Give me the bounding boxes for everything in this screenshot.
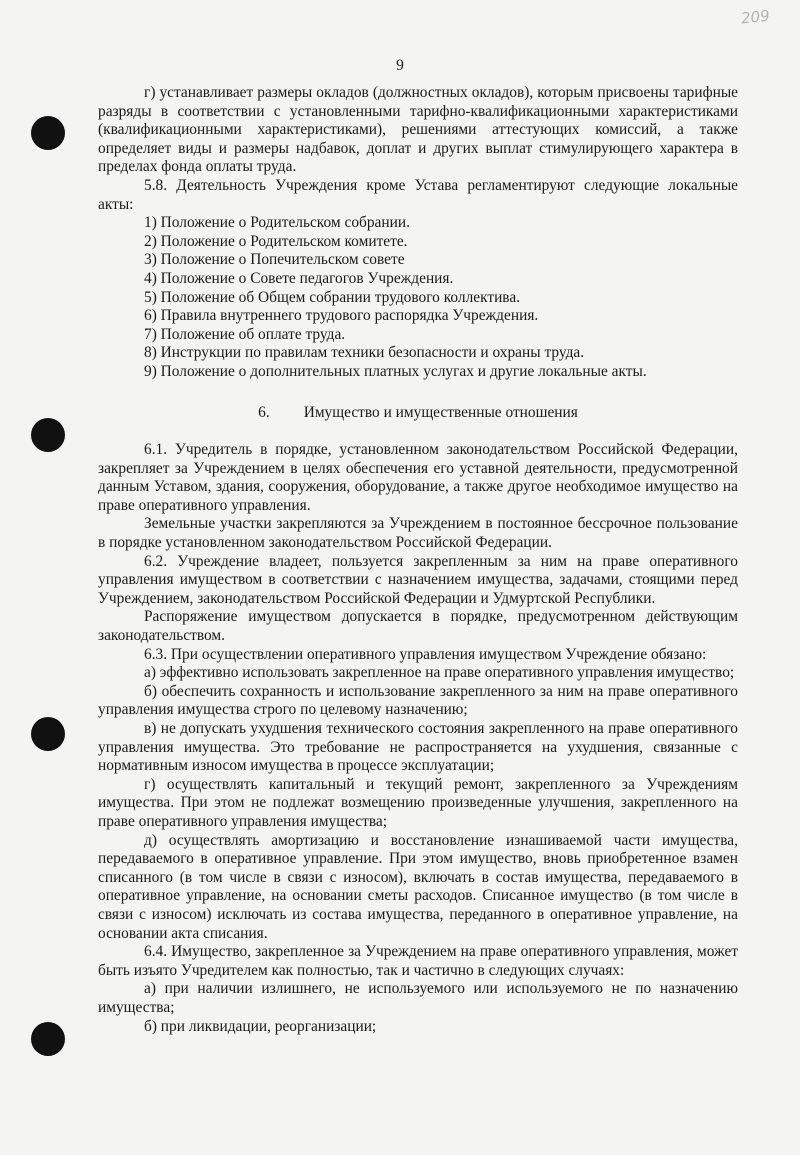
archive-page-stamp: 209 <box>740 6 771 28</box>
paragraph: 5.8. Деятельность Учреждения кроме Устава регламентируют следующие локальные акты: <box>98 176 738 213</box>
paragraph: б) при ликвидации, реорганизации; <box>144 1017 377 1035</box>
paragraph: г) устанавливает размеры окладов (должностных окладов), которым присвоены тарифные разряды в соответствии с установленными тарифно-квалификационными характеристиками (квалификационными характеристиками), решениями аттестующих комиссий, а также определяет виды и размеры надбавок, доплат и других выплат стимулирующего характера в пределах фонда оплаты труда. <box>98 84 738 176</box>
paragraph: 6.4. Имущество, закрепленное за Учреждением на праве оперативного управления, может быть изъято Учредителем как полностью, так и частично в следующих случаях: <box>98 943 738 979</box>
list-item: 6) Правила внутреннего трудового распорядка Учреждения. <box>144 307 539 325</box>
punch-hole-mark <box>31 116 65 150</box>
list-item: 8) Инструкции по правилам техники безопасности и охраны труда. <box>144 344 585 362</box>
section-number: 6. <box>258 403 270 421</box>
list-item: 3) Положение о Попечительском совете <box>144 251 405 269</box>
paragraph: в) не допускать ухудшения технического состояния закрепленного на праве оперативного управления имущества. Это требование не распространяется на ухудшения, связанные с нормативным износом имущества в процессе эксплуатации; <box>98 720 738 775</box>
list-item: 4) Положение о Совете педагогов Учреждения. <box>144 269 454 287</box>
paragraph: Распоряжение имуществом допускается в порядке, предусмотренном действующим законодательством. <box>98 608 738 645</box>
list-item: 1) Положение о Родительском собрании. <box>144 214 410 232</box>
paragraph: 6.3. При осуществлении оперативного управления имуществом Учреждение обязано: <box>144 645 707 663</box>
paragraph: а) эффективно использовать закрепленное на праве оперативного управления имущество; <box>144 664 735 682</box>
paragraph: д) осуществлять амортизацию и восстановление изнашиваемой части имущества, передаваемого в оперативное управление. При этом имущество, вновь приобретенное взамен списанного (в том числе в связи с износом), включать в состав имущества, передаваемого в оперативное управление, на основании сметы расходов. Списанное имущество (в том числе в связи с износом) исключать из состава имущества, переданного в оперативное управление, на основании акта списания. <box>98 831 738 942</box>
section-title: Имущество и имущественные отношения <box>303 403 578 421</box>
punch-hole-mark <box>31 717 65 751</box>
punch-hole-mark <box>31 1022 65 1056</box>
local-acts-list <box>98 214 738 381</box>
paragraph: г) осуществлять капитальный и текущий ремонт, закрепленного за Учреждениям имущества. При этом не подлежат возмещению произведенные улучшения, закрепленного на праве оперативного управления имущества; <box>98 775 738 830</box>
paragraph: 6.2. Учреждение владеет, пользуется закрепленным за ним на праве оперативного управления имуществом в соответствии с назначением имущества, задачами, стоящими перед Учреждением, законодательством Российской Федерации и Удмуртской Республики. <box>98 552 738 607</box>
list-item: 5) Положение об Общем собрании трудового коллектива. <box>144 288 521 306</box>
section-heading <box>98 404 738 423</box>
list-item: 7) Положение об оплате труда. <box>144 325 346 343</box>
punch-hole-mark <box>31 418 65 452</box>
list-item: 2) Положение о Родительском комитете. <box>144 232 408 250</box>
document-body <box>98 84 738 1036</box>
page-number: 9 <box>396 57 404 74</box>
list-item: 9) Положение о дополнительных платных услугах и другие локальные акты. <box>144 362 647 380</box>
paragraph: б) обеспечить сохранность и использование закрепленного за ним на праве оперативного управления имущества строго по целевому назначению; <box>98 682 738 719</box>
paragraph: Земельные участки закрепляются за Учреждением в постоянное бессрочное пользование в порядке установленном законодательством Российской Федерации. <box>98 515 738 552</box>
paragraph: а) при наличии излишнего, не используемого или используемого не по назначению имущества; <box>98 980 738 1016</box>
paragraph: 6.1. Учредитель в порядке, установленном законодательством Российской Федерации, закрепляет за Учреждением в целях обеспечения его уставной деятельности, предусмотренной данным Уставом, здания, сооружения, оборудование, а также другое необходимое имущество на праве оперативного управления. <box>98 441 738 514</box>
